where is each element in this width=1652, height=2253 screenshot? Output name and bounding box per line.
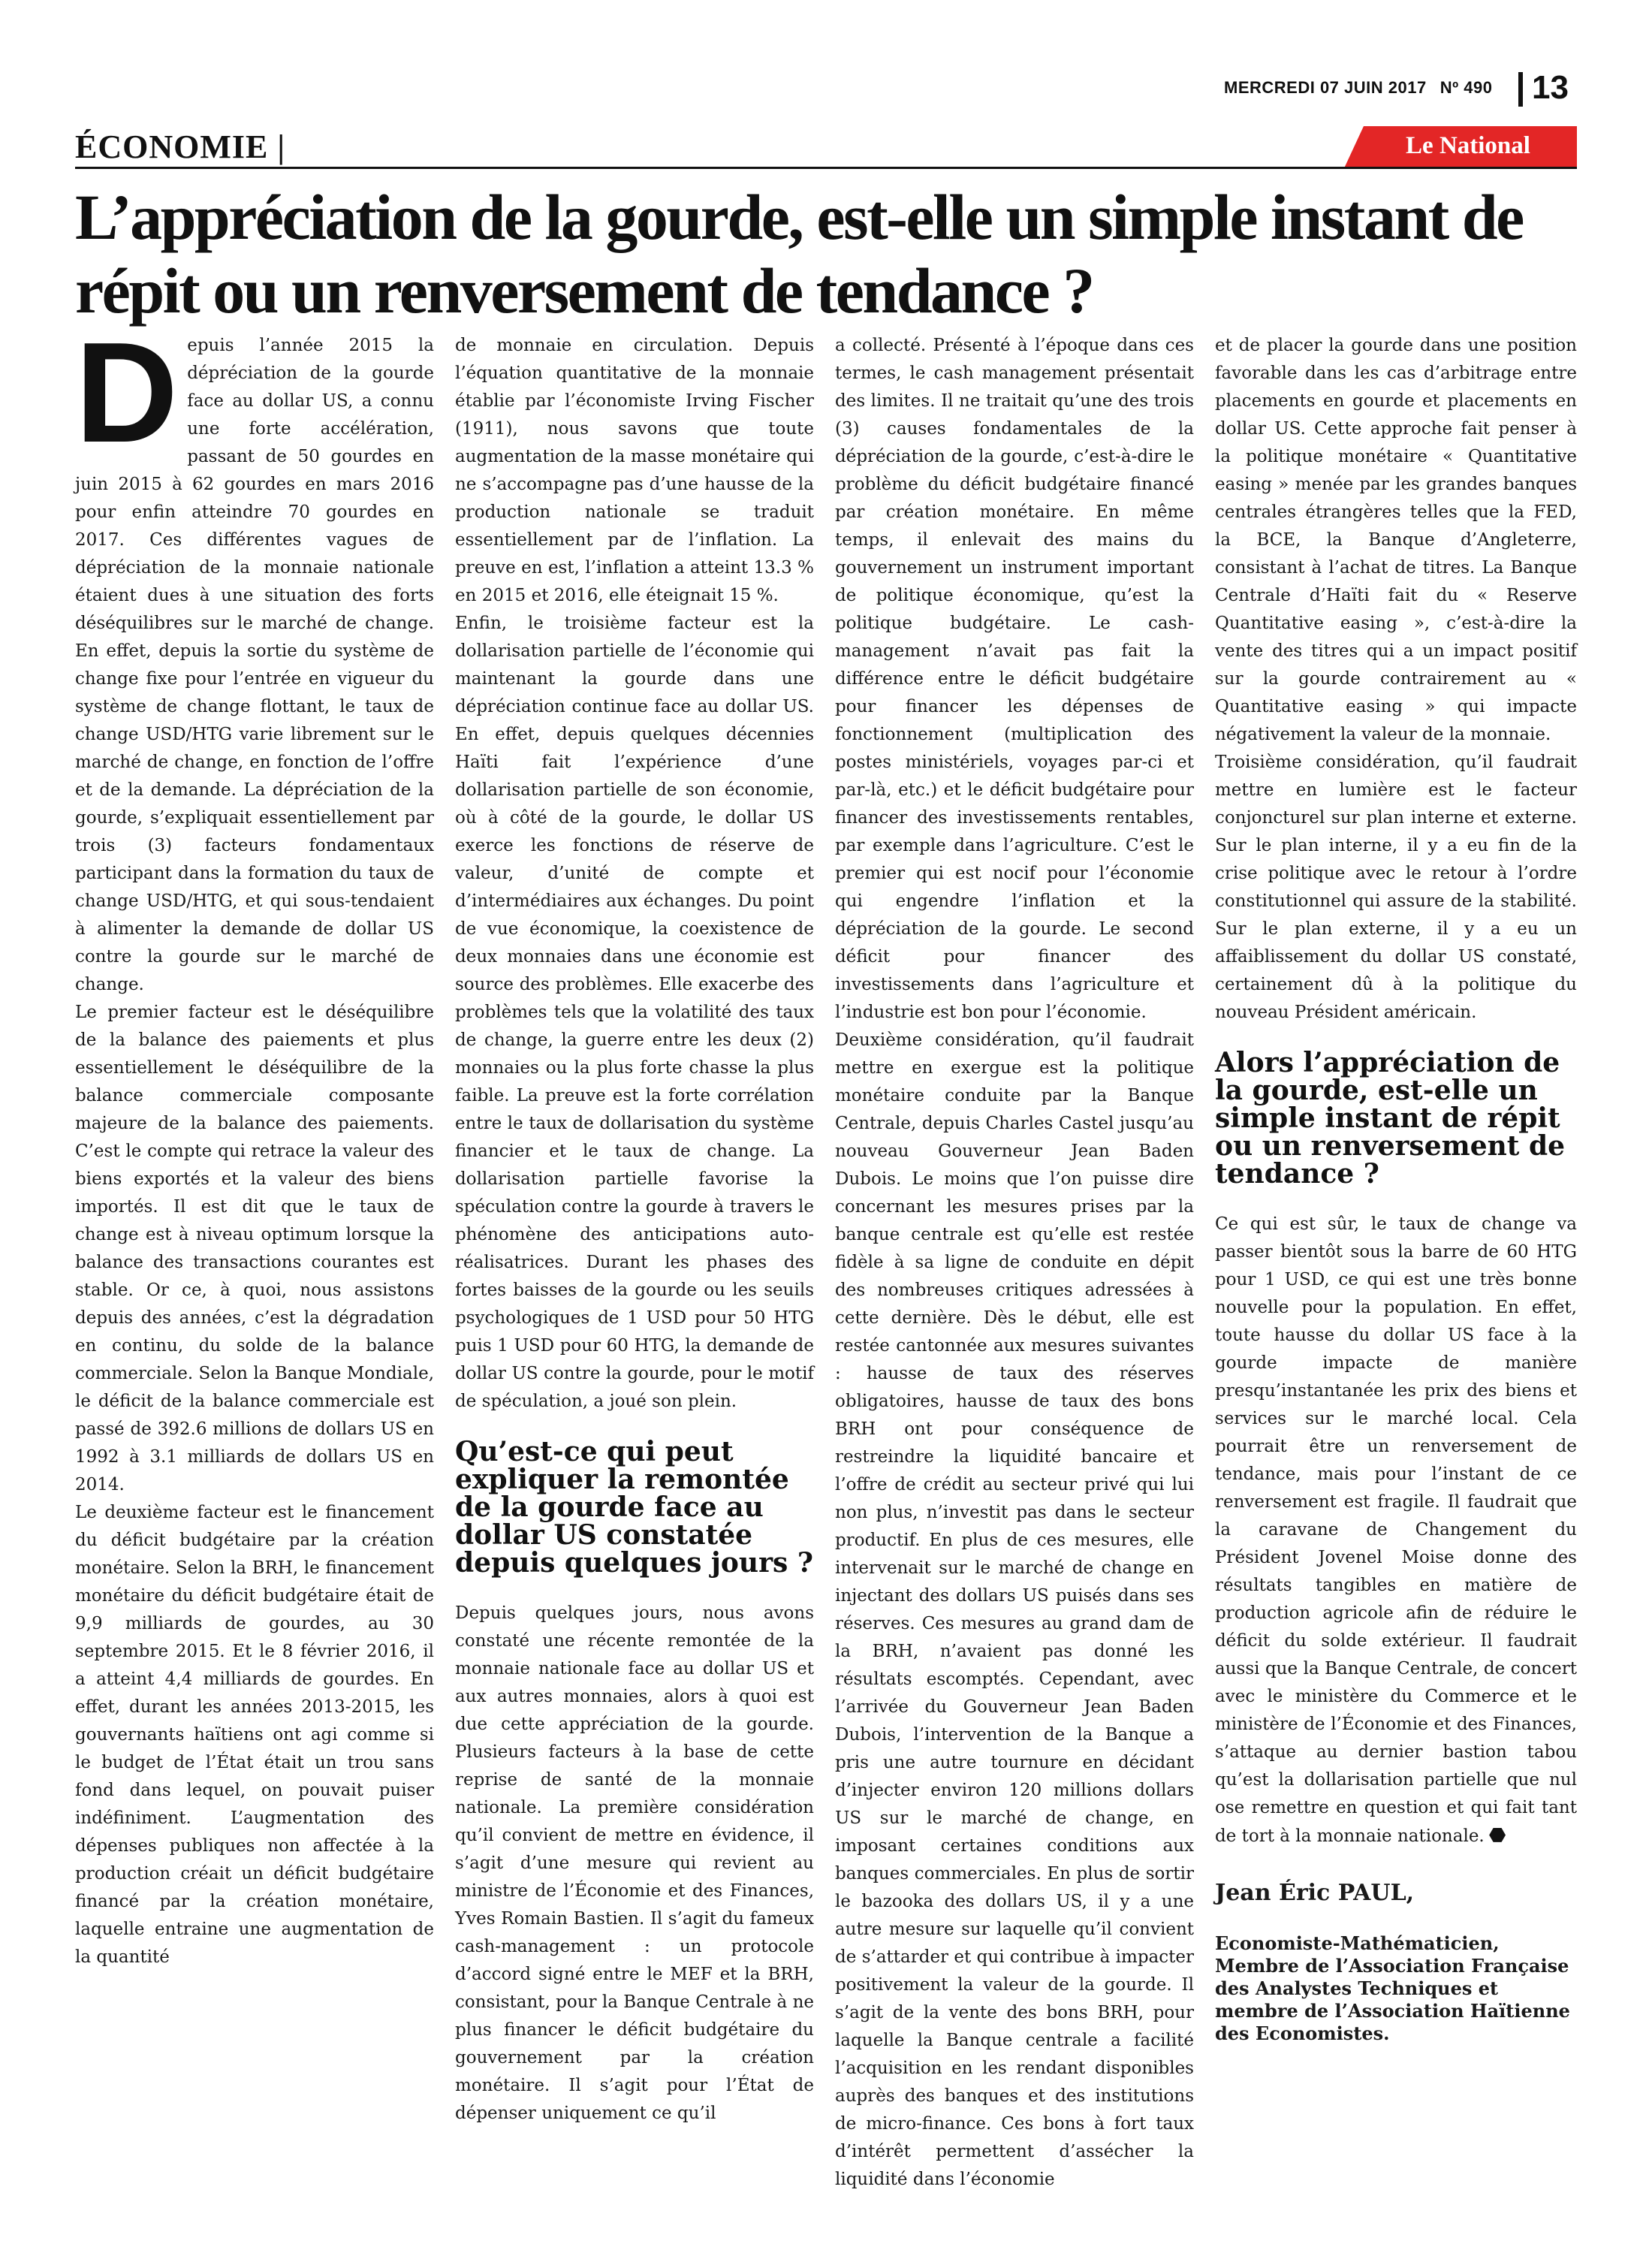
issue-number: Nº 490: [1439, 78, 1493, 97]
paragraph: [75, 313, 434, 999]
article-headline: L’appréciation de la gourde, est-elle un simple instant de répit ou un renversement de tendance ?: [75, 181, 1523, 327]
paragraph: Le deuxième facteur est le financement du déficit budgétaire par la création monétaire. Selon la BRH, le financement monétaire du déficit budgétaire était de 9,9 milliards de gourdes, au 30 septembre 2015. Et le 8 février 2016, il a atteint 4,4 milliards de gourdes. En effet, durant les années 2013-2015, les gouvernants haïtiens ont agi comme si le budget de l’État était un trou sans fond dans lequel, on pouvait puiser indéfiniment. L’augmentation des dépenses publiques non affectée à la production créait un déficit budgétaire financé par la création monétaire, laquelle entraine une augmentation de la quantité: [75, 1503, 434, 1967]
paragraph: Troisième considération, qu’il faudrait mettre en lumière est le facteur conjoncturel sur plan interne et externe. Sur le plan interne, il y a eu fin de la crise politique avec le retour à l’ordre constitutionnel qui assure de la stabilité. Sur le plan externe, il y a eu un affaiblissement du dollar US constaté, certainement dû à la politique du nouveau Président américain.: [1215, 753, 1577, 1022]
paragraph: de monnaie en circulation. Depuis l’équation quantitative de la monnaie établie par l’économiste Irving Fischer (1911), nous savons que toute augmentation de la masse monétaire qui ne s’accompagne pas d’une hausse de la production nationale se traduit essentiellement par de l’inflation. La preuve en est, l’inflation a atteint 13.3 % en 2015 et 2016, elle éteignait 15 %.: [455, 336, 814, 605]
paragraph: et de placer la gourde dans une position favorable dans les cas d’arbitrage entre placements en gourde et placements en dollar US. Cette approche fait penser à la politique monétaire « Quantitative easing » menée par les grandes banques centrales étrangères telles que la FED, la BCE, la Banque d’Angleterre, consistant à l’achat de titres. La Banque Centrale d’Haïti fait du « Reserve Quantitative easing », c’est-à-dire la vente des titres qui a un impact positif sur la gourde contrairement au « Quantitative easing » qui impacte négativement la valeur de la monnaie.: [1215, 336, 1577, 744]
page-number-divider: [1518, 72, 1523, 107]
issue-date: MERCREDI 07 JUIN 2017: [1224, 78, 1427, 97]
page-number: 13: [1532, 69, 1569, 106]
paragraph-text: Ce qui est sûr, le taux de change va passer bientôt sous la barre de 60 HTG pour 1 USD, ce qui est une très bonne nouvelle pour la population. En effet, toute hausse du dollar US face à la gourde impacte de manière presqu’instantanée les prix des biens et services sur le marché local. Cela pourrait être un renversement de tendance, mais pour l’instant de ce renversement est fragile. Il faudrait que la caravane de Changement du Président Jovenel Moise donne des résultats tangibles en matière de production agricole afin de réduire le déficit du solde extérieur. Il faudrait aussi que la Banque Centrale, de concert avec le ministère du Commerce et le ministère de l’Économie et des Finances, s’attaque au dernier bastion tabou qu’est la dollarisation partielle que nul ose remettre en question et qui fait tant de tort à la monnaie nationale.: [1215, 1214, 1577, 1846]
section-label: ÉCONOMIE |: [75, 128, 286, 165]
paragraph: Le premier facteur est le déséquilibre de la balance des paiements et plus essentiellement le déséquilibre de la balance commerciale composante majeure de la balance des paiements. C’est le compte qui retrace la valeur des biens exportés et la valeur des biens importés. Il est dit que le taux de change est à niveau optimum lorsque la balance des transactions courantes est stable. Or ce, à quoi, nous assistons depuis des années, c’est la dégradation en continu, du solde de la balance commerciale. Selon la Banque Mondiale, le déficit de la balance commerciale est passé de 392.6 millions de dollars US en 1992 à 3.1 milliards de dollars US en 2014.: [75, 1003, 434, 1494]
article-column-4: [1215, 332, 1577, 2045]
article-column-2: [455, 332, 814, 2128]
end-of-article-icon: ⬣: [1488, 1824, 1506, 1847]
article-column-3: [835, 332, 1194, 2194]
section-rule: [75, 167, 1577, 169]
paragraph: Enfin, le troisième facteur est la dollarisation partielle de l’économie qui maintenant la gourde dans une dépréciation continue face au dollar US. En effet, depuis quelques décennies Haïti fait l’expérience d’une dollarisation partielle de son économie, où à côté de la gourde, le dollar US exerce les fonctions de réserve de valeur, d’unité de compte et d’intermédiaires aux échanges. Du point de vue économique, la coexistence de deux monnaies dans une économie est source des problèmes. Elle exacerbe des problèmes tels que la volatilité des taux de change, la guerre entre les deux (2) monnaies ou la plus forte chasse la plus faible. La preuve est la forte corrélation entre le taux de dollarisation du système financier et le taux de change. La dollarisation partielle favorise la spéculation contre la gourde à travers le phénomène des anticipations auto- réalisatrices. Durant les phases des fortes baisses de la gourde ou les seuils psychologiques de 1 USD pour 50 HTG puis 1 USD pour 60 HTG, la demande de dollar US contre la gourde, pour le motif de spéculation, a joué son plein.: [455, 614, 814, 1411]
subheading: Qu’est-ce qui peut expliquer la remontée de la gourde face au dollar US constatée depuis quelques jours ?: [455, 1436, 813, 1579]
paragraph-text: epuis l’année 2015 la dépréciation de la gourde face au dollar US, a connu une forte accélération, passant de 50 gourdes en juin 2015 à 62 gourdes en mars 2016 pour enfin atteindre 70 gourdes en 2017. Ces différentes vagues de dépréciation de la monnaie nationale étaient dues à une situation des forts déséquilibres sur le marché de change. En effet, depuis la sortie du système de change fixe pour l’entrée en vigueur du système de change flottant, le taux de change USD/HTG varie librement sur le marché de change, en fonction de l’offre et de la demande. La dépréciation de la gourde, s’expliquait essentiellement par trois (3) facteurs fondamentaux participant dans la formation du taux de change USD/HTG, et qui sous-tendaient à alimenter la demande de dollar US contre la gourde sur le marché de change.: [75, 336, 434, 994]
paragraph: a collecté. Présenté à l’époque dans ces termes, le cash management présentait des limites. Il ne traitait qu’une des trois (3) causes fondamentales de la dépréciation de la gourde, c’est-à-dire le problème du déficit budgétaire financé par création monétaire. En même temps, il enlevait des mains du gouvernement un instrument important de politique économique, qu’est la politique budgétaire. Le cash-management n’avait pas fait la différence entre le déficit budgétaire pour financer les dépenses de fonctionnement (multiplication des postes ministériels, voyages par-ci et par-là, etc.) et le déficit budgétaire pour financer des investissements rentables, par exemple dans l’agriculture. C’est le premier qui est nocif pour l’économie qui engendre l’inflation et la dépréciation de la gourde. Le second déficit pour financer des investissements dans l’agriculture et l’industrie est bon pour l’économie.: [835, 336, 1194, 1022]
paragraph: Depuis quelques jours, nous avons constaté une récente remontée de la monnaie nationale face au dollar US et aux autres monnaies, alors à quoi est due cette appréciation de la gourde. Plusieurs facteurs à la base de cette reprise de santé de la monnaie nationale. La première considération qu’il convient de mettre en évidence, il s’agit d’une mesure qui revient au ministre de l’Économie et des Finances, Yves Romain Bastien. Il s’agit du fameux cash-management : un protocole d’accord signé entre le MEF et la BRH, consistant, pour la Banque Centrale à ne plus financer le déficit budgétaire du gouvernement par la création monétaire. Il s’agit pour l’État de dépenser uniquement ce qu’il: [455, 1603, 814, 2123]
article-column-1: [75, 313, 434, 1971]
author-title: Economiste-Mathématicien, Membre de l’Association Française des Analystes Techniques et membre de l’Association Haïtienne des Economistes.: [1215, 1932, 1570, 2044]
drop-cap: D: [75, 313, 179, 472]
subheading: Alors l’appréciation de la gourde, est-elle un simple instant de répit ou un renversement de tendance ?: [1215, 1047, 1566, 1190]
paragraph: [1215, 1211, 1577, 1850]
masthead-date-line: [1224, 78, 1492, 98]
author-name: Jean Éric PAUL,: [1215, 1880, 1415, 1906]
paragraph: Deuxième considération, qu’il faudrait mettre en exergue est la politique monétaire conduite par la Banque Centrale, depuis Charles Castel jusqu’au nouveau Gouverneur Jean Baden Dubois. Le moins que l’on puisse dire concernant les mesures prises par la banque centrale est qu’elle est restée fidèle à sa ligne de conduite en dépit des nombreuses critiques adressées à cette dernière. Dès le début, elle est restée cantonnée aux mesures suivantes : hausse de taux des réserves obligatoires, hausse de taux des bons BRH ont pour conséquence de restreindre la liquidité bancaire et l’offre de crédit au secteur privé qui lui non plus, n’investit pas dans le secteur productif. En plus de ces mesures, elle intervenait sur le marché de change en injectant des dollars US puisés dans ses réserves. Ces mesures au grand dam de la BRH, n’avaient pas donné les résultats escomptés. Cependant, avec l’arrivée du Gouverneur Jean Baden Dubois, l’intervention de la Banque a pris une autre tournure en décidant d’injecter environ 120 millions dollars US sur le marché de change, en imposant certaines conditions aux banques commerciales. En plus de sortir le bazooka des dollars US, il y a une autre mesure sur laquelle qu’il convient de s’attarder et qui contribue à impacter positivement la valeur de la gourde. Il s’agit de la vente des bons BRH, pour laquelle la Banque centrale a facilité l’acquisition en les rendant disponibles auprès des banques et des institutions de micro-finance. Ces bons à fort taux d’intérêt permettent d’assécher la liquidité dans l’économie: [835, 1030, 1194, 2189]
brand-name: Le National: [1406, 132, 1530, 159]
